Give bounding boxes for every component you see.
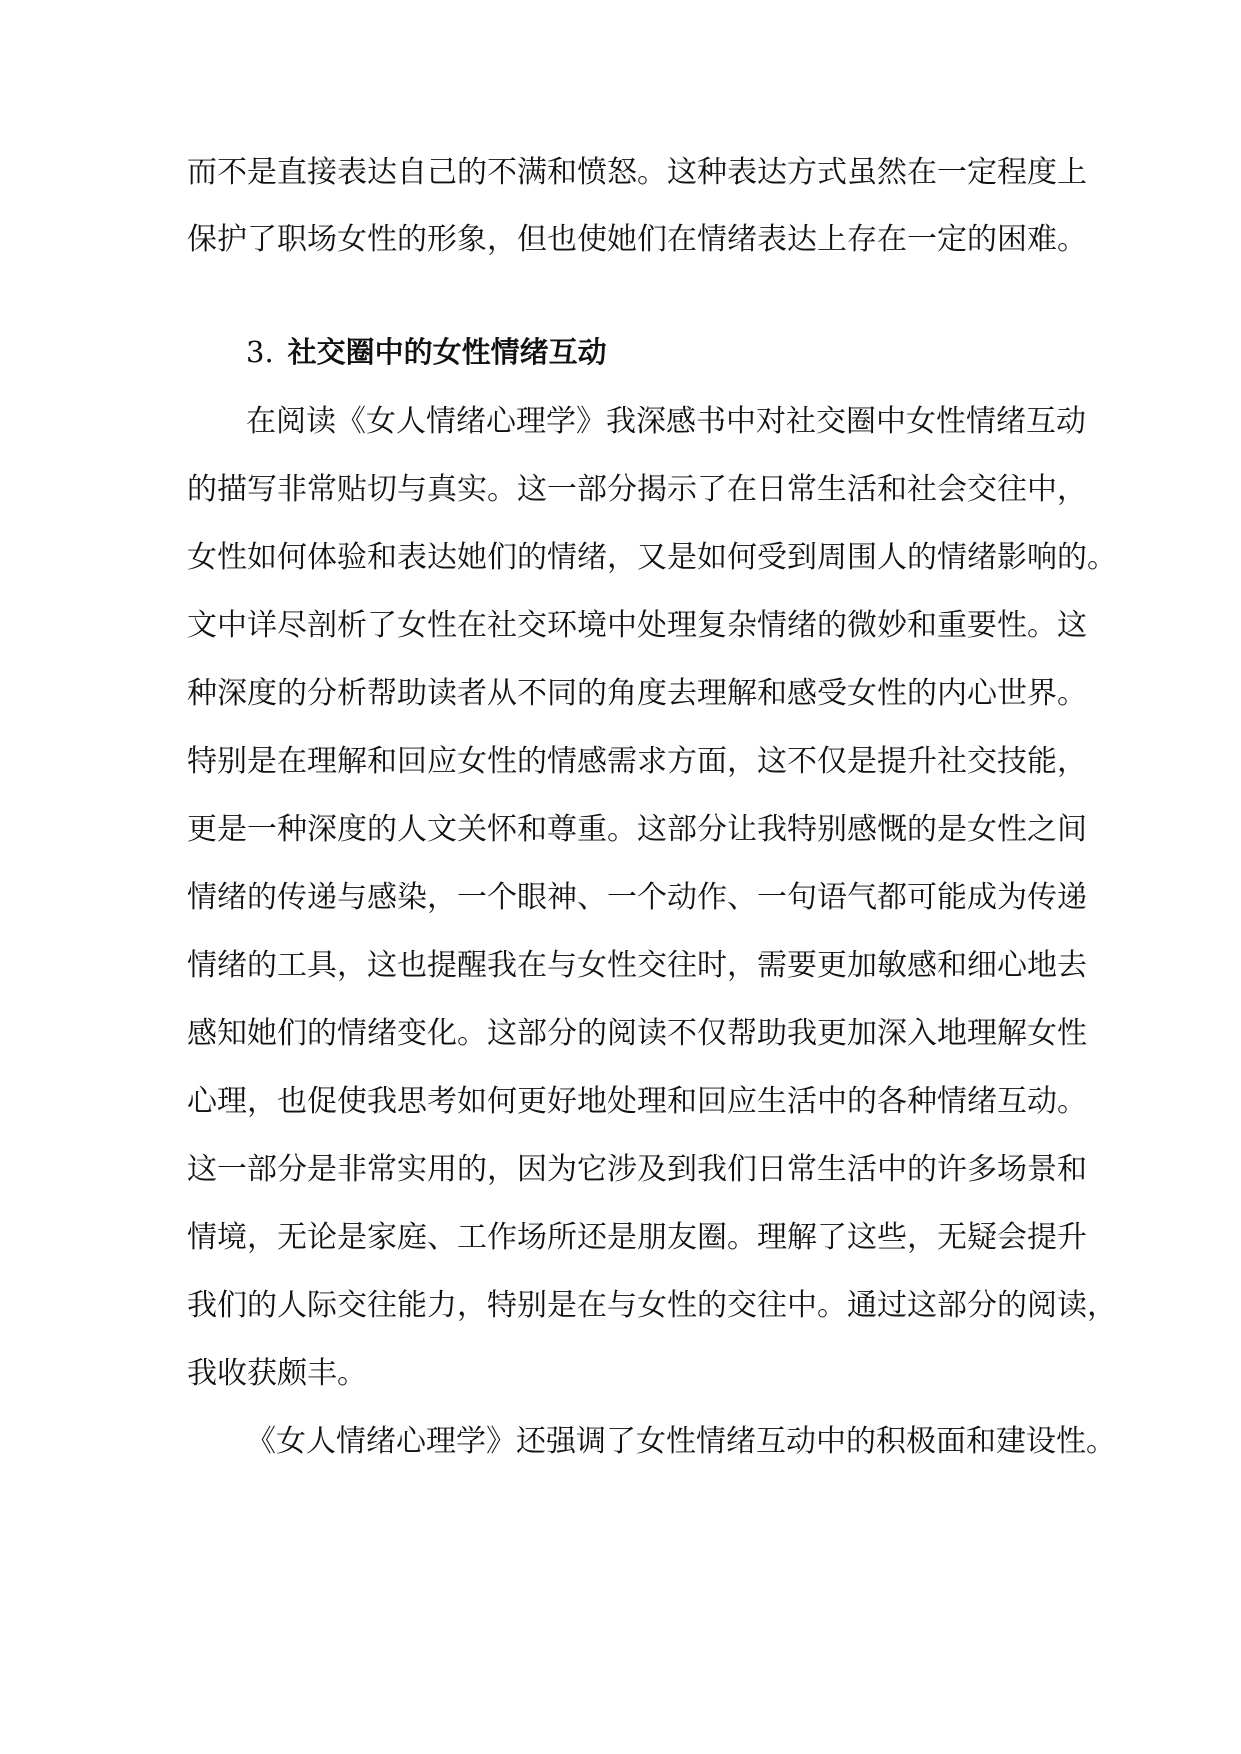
text-line: 女性如何体验和表达她们的情绪，又是如何受到周围人的情绪影响的。 [187,540,1117,575]
text-line: 情境，无论是家庭、工作场所还是朋友圈。理解了这些，无疑会提升 [187,1220,1087,1255]
text-line: 我收获颇丰。 [187,1356,367,1391]
section-number: 3. [246,335,274,369]
text-line: 特别是在理解和回应女性的情感需求方面，这不仅是提升社交技能， [187,744,1087,779]
text-line: 种深度的分析帮助读者从不同的角度去理解和感受女性的内心世界。 [187,676,1087,711]
text-line: 文中详尽剖析了女性在社交环境中处理复杂情绪的微妙和重要性。这 [187,608,1087,643]
text-line: 这一部分是非常实用的，因为它涉及到我们日常生活中的许多场景和 [187,1152,1087,1187]
text-line: 情绪的工具，这也提醒我在与女性交往时，需要更加敏感和细心地去 [187,948,1087,983]
text-line: 保护了职场女性的形象，但也使她们在情绪表达上存在一定的困难。 [187,222,1087,257]
text-line: 更是一种深度的人文关怀和尊重。这部分让我特别感慨的是女性之间 [187,812,1087,847]
text-line: 《女人情绪心理学》还强调了女性情绪互动中的积极面和建设性。 [246,1424,1116,1459]
text-line: 的描写非常贴切与真实。这一部分揭示了在日常生活和社会交往中， [187,472,1087,507]
section-heading [246,332,607,372]
section-title: 社交圈中的女性情绪互动 [287,335,607,369]
text-line: 感知她们的情绪变化。这部分的阅读不仅帮助我更加深入地理解女性 [187,1016,1087,1051]
text-line: 心理，也促使我思考如何更好地处理和回应生活中的各种情绪互动。 [187,1084,1087,1119]
text-line: 我们的人际交往能力，特别是在与女性的交往中。通过这部分的阅读， [187,1288,1117,1323]
text-line: 在阅读《女人情绪心理学》我深感书中对社交圈中女性情绪互动 [246,404,1086,439]
text-line: 情绪的传递与感染，一个眼神、一个动作、一句语气都可能成为传递 [187,880,1087,915]
text-line: 而不是直接表达自己的不满和愤怒。这种表达方式虽然在一定程度上 [187,155,1087,190]
